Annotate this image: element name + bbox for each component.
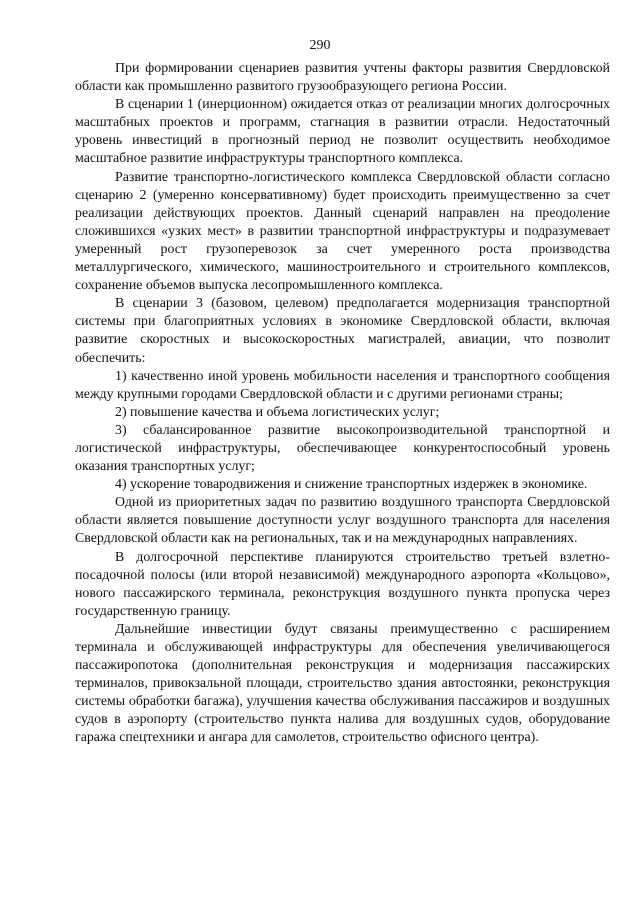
list-item-2: 2) повышение качества и объема логистических услуг; xyxy=(115,404,440,420)
list-item-4: 4) ускорение товародвижения и снижение транспортных издержек в экономике. xyxy=(115,477,588,493)
paragraph-scenario-factors: При формировании сценариев развития учтены факторы развития Свердловской области как промышленно развитого грузообразующего региона России. xyxy=(75,61,610,95)
paragraph-koltsovo-airport: В долгосрочной перспективе планируются строительство третьей взлетно-посадочной полосы (или второй независимой) международного аэропорта «Кольцово», нового пассажирского терминала, реконструкция воздушного пункта пропуска через государственную границу. xyxy=(75,549,610,619)
list-item-3: 3) сбалансированное развитие высокопроизводительной транспортной и логистической инфраструктуры, обеспечивающее конкурентоспособный уровень оказания транспортных услуг; xyxy=(75,422,610,475)
paragraph-scenario-2: Развитие транспортно-логистического комплекса Свердловской области согласно сценарию 2 (умеренно консервативному) будет происходить преимущественно за счет реализации действующих проектов. Данный сценарий направлен на преодоление сложившихся «узких мест» в развитии транспортной инфраструктуры и подразумевает умеренный рост грузоперевозок за счет умеренного роста производства металлургического, химического, машиностроительного и строительного комплексов, сохранение объемов выпуска лесопромышленного комплекса. xyxy=(75,169,610,294)
paragraph-investments: Дальнейшие инвестиции будут связаны преимущественно с расширением терминала и обслуживающей инфраструктуры для обеспечения увеличивающегося пассажиропотока (дополнительная реконструкция и модернизация пассажирских терминалов, привокзальной площади, строительство здания автостоянки, реконструкция системы обработки багажа), улучшения качества обслуживания пассажиров и воздушных судов в аэропорту (строительство пункта налива для воздушных судов, оборудование гаража спецтехники и ангара для самолетов, строительство офисного центра). xyxy=(75,621,610,746)
page-body xyxy=(75,60,610,748)
paragraph-air-transport: Одной из приоритетных задач по развитию воздушного транспорта Свердловской области является повышение доступности услуг воздушного транспорта для населения Свердловской области как на региональных, так и на международных направлениях. xyxy=(75,495,610,547)
page-number: 290 xyxy=(309,38,331,53)
list-item-1: 1) качественно иной уровень мобильности населения и транспортного сообщения между крупными городами Свердловской области и с другими регионами страны; xyxy=(75,368,610,402)
paragraph-scenario-1: В сценарии 1 (инерционном) ожидается отказ от реализации многих долгосрочных масштабных проектов и программ, стагнация в развитии отрасли. Недостаточный уровень инвестиций в прогнозный период не позволит осуществить необходимое масштабное развитие инфраструктуры транспортного комплекса. xyxy=(75,97,610,167)
paragraph-scenario-3: В сценарии 3 (базовом, целевом) предполагается модернизация транспортной системы при благоприятных условиях в экономике Свердловской области, включая развитие скоростных и высокоскоростных магистралей, авиации, что позволит обеспечить: xyxy=(75,296,610,366)
